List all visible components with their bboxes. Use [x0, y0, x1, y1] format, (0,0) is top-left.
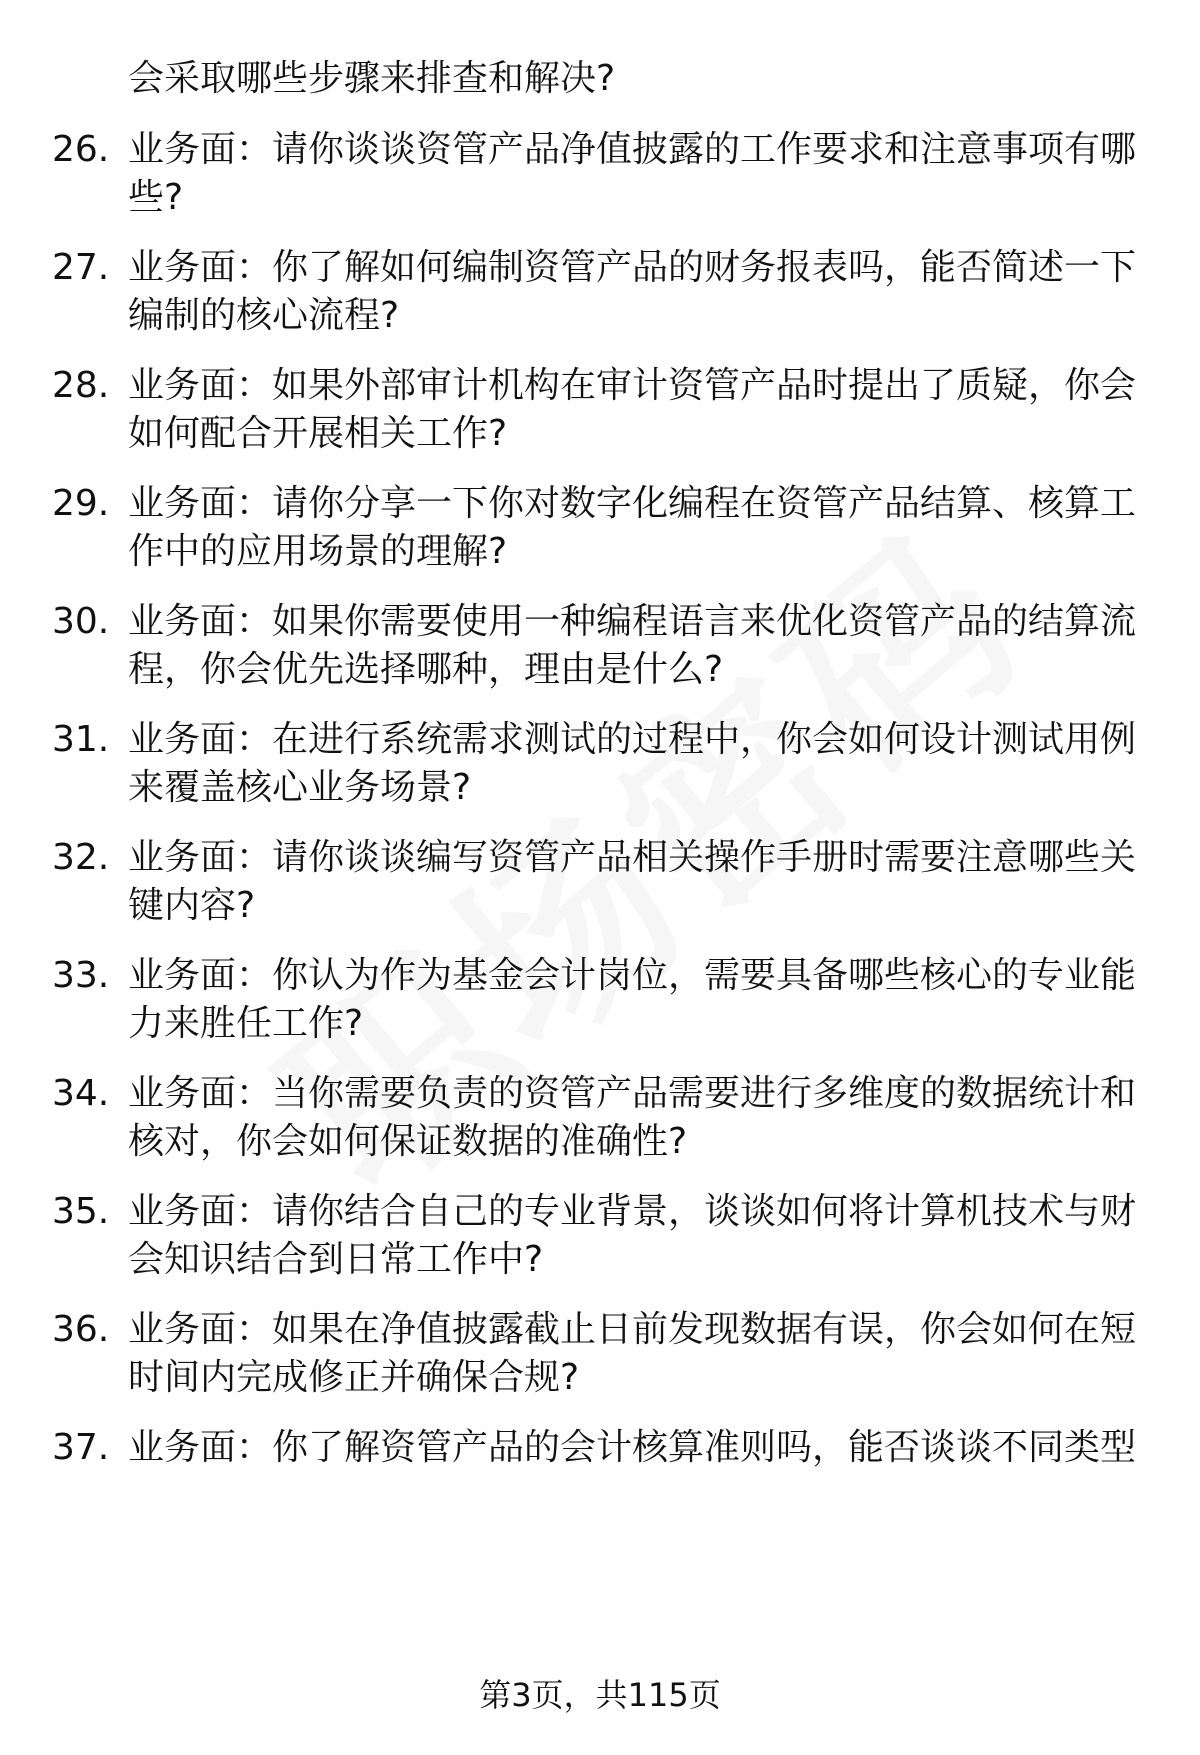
list-item — [52, 834, 1142, 930]
item-number: 32. — [52, 837, 110, 878]
item-text: 业务面：请你谈谈资管产品净值披露的工作要求和注意事项有哪些? — [128, 129, 1137, 218]
list-item — [52, 1070, 1142, 1166]
item-text: 业务面：如果外部审计机构在审计资管产品时提出了质疑，你会如何配合开展相关工作? — [128, 365, 1137, 454]
item-number: 26. — [52, 129, 110, 170]
item-number: 34. — [52, 1073, 110, 1114]
item-number: 30. — [52, 601, 110, 642]
item-text: 业务面：请你谈谈编写资管产品相关操作手册时需要注意哪些关键内容? — [128, 837, 1137, 926]
list-item — [52, 952, 1142, 1048]
item-text: 业务面：在进行系统需求测试的过程中，你会如何设计测试用例来覆盖核心业务场景? — [128, 719, 1137, 808]
item-text: 业务面：你认为作为基金会计岗位，需要具备哪些核心的专业能力来胜任工作? — [128, 955, 1137, 1044]
list-item — [52, 244, 1142, 340]
list-item — [52, 1188, 1142, 1284]
item-text: 业务面：当你需要负责的资管产品需要进行多维度的数据统计和核对，你会如何保证数据的准确性? — [128, 1073, 1137, 1162]
item-text: 业务面：你了解如何编制资管产品的财务报表吗，能否简述一下编制的核心流程? — [128, 247, 1137, 336]
list-item — [52, 362, 1142, 458]
list-item — [52, 716, 1142, 812]
item-number: 29. — [52, 483, 110, 524]
list-item — [52, 1424, 1142, 1472]
page-footer: 第3页，共115页 — [479, 1676, 721, 1714]
item-text: 业务面：如果你需要使用一种编程语言来优化资管产品的结算流程，你会优先选择哪种，理由是什么? — [128, 601, 1137, 690]
item-number: 28. — [52, 365, 110, 406]
item-number: 35. — [52, 1191, 110, 1232]
item-number: 27. — [52, 247, 110, 288]
item-text: 业务面：请你分享一下你对数字化编程在资管产品结算、核算工作中的应用场景的理解? — [128, 483, 1137, 572]
list-item — [52, 1306, 1142, 1402]
item-number: 37. — [52, 1427, 110, 1468]
continuation-text: 会采取哪些步骤来排查和解决? — [128, 58, 616, 99]
item-number: 33. — [52, 955, 110, 996]
item-number: 36. — [52, 1309, 110, 1350]
item-text: 业务面：如果在净值披露截止日前发现数据有误，你会如何在短时间内完成修正并确保合规? — [128, 1309, 1137, 1398]
list-item — [52, 598, 1142, 694]
item-text: 业务面：请你结合自己的专业背景，谈谈如何将计算机技术与财会知识结合到日常工作中? — [128, 1191, 1137, 1280]
item-text: 业务面：你了解资管产品的会计核算准则吗，能否谈谈不同类型 — [128, 1427, 1137, 1468]
item-number: 31. — [52, 719, 110, 760]
list-item — [52, 126, 1142, 222]
list-item — [52, 480, 1142, 576]
